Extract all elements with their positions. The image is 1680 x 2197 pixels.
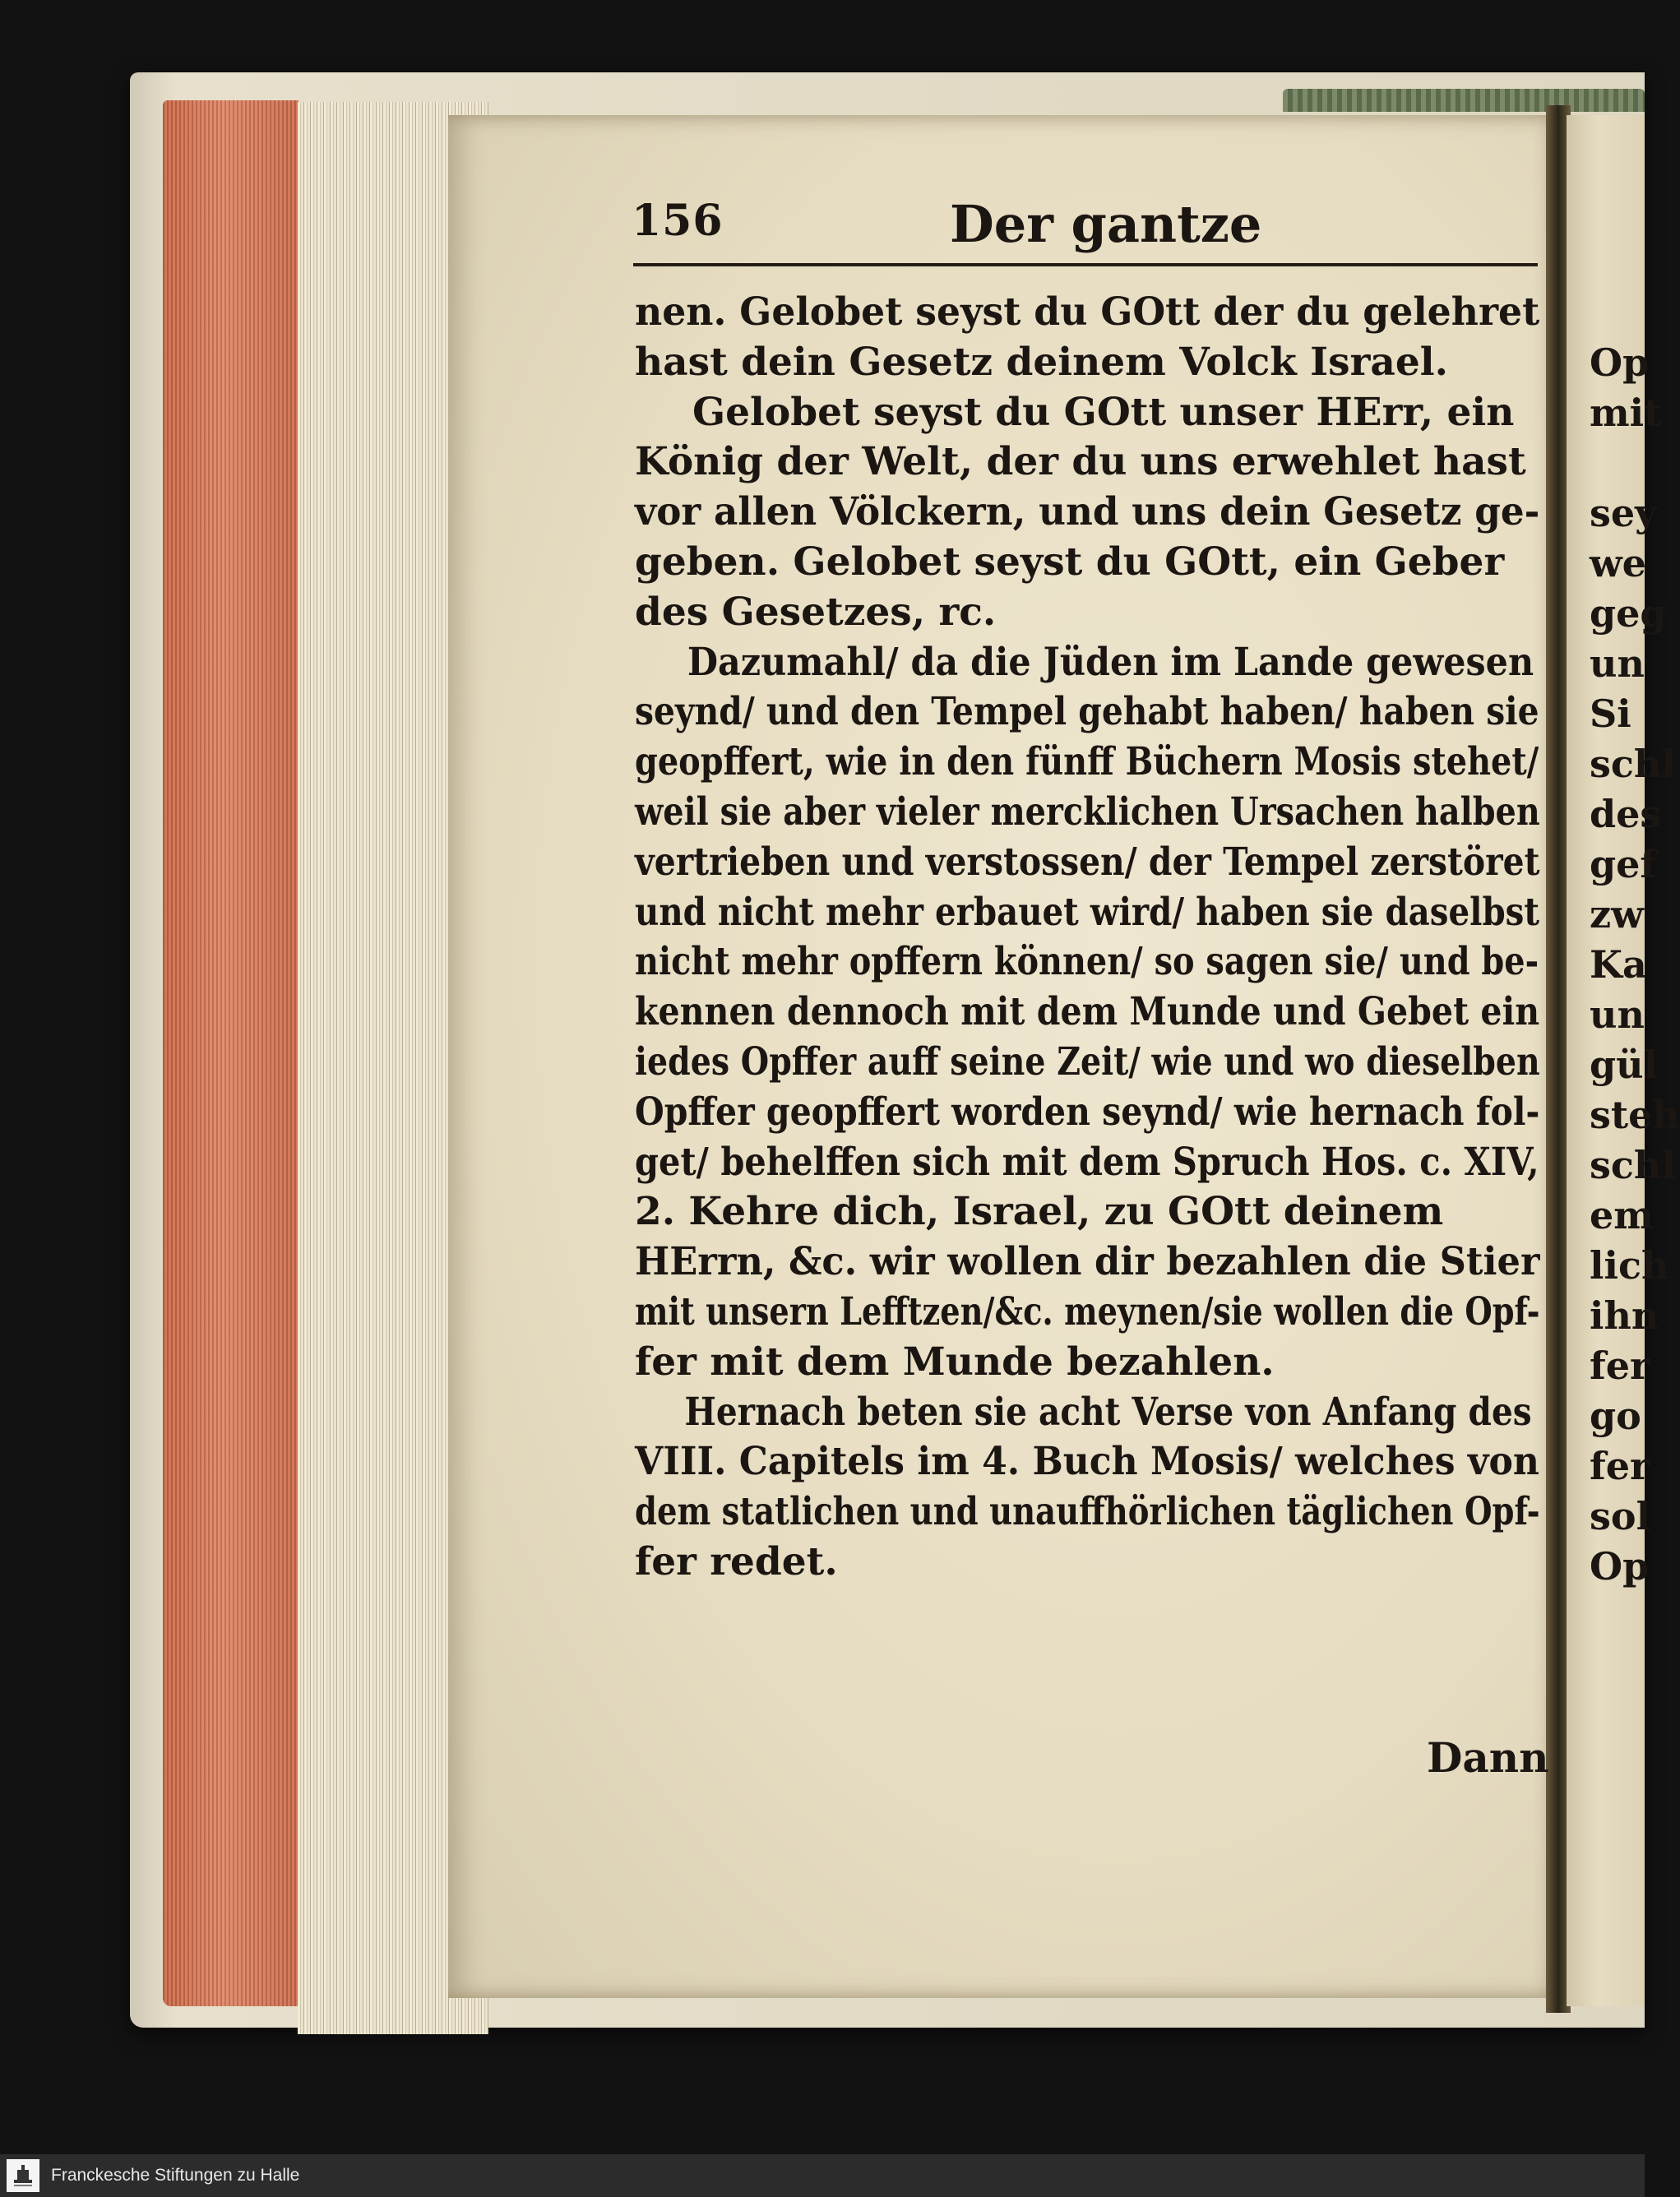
facing-line: fer <box>1590 1344 1650 1388</box>
text-line: Opffer geopffert worden seynd/ wie hernach fol- <box>635 1089 1540 1135</box>
facing-line: sey <box>1590 491 1657 535</box>
facing-line: des <box>1590 792 1662 836</box>
text-line: hast dein Gesetz deinem Volck Israel. <box>635 339 1448 385</box>
facing-line: schl <box>1590 1143 1676 1187</box>
facing-line: ihn <box>1590 1293 1659 1338</box>
text-line: VIII. Capitels im 4. Buch Mosis/ welches von <box>635 1439 1539 1485</box>
text-line: kennen dennoch mit dem Munde und Gebet ein <box>635 989 1540 1035</box>
facing-line: Op <box>1590 1544 1650 1589</box>
text-line: vertrieben und verstossen/ der Tempel zerstöret <box>635 839 1540 885</box>
spine-cloth <box>1283 89 1645 112</box>
facing-line: steh <box>1590 1093 1680 1137</box>
facing-line: Op <box>1590 340 1650 385</box>
text-line: seynd/ und den Tempel gehabt haben/ haben sie <box>635 689 1539 735</box>
institution-logo-icon <box>7 2159 39 2192</box>
text-line: Gelobet seyst du GOtt unser HErr, ein <box>692 389 1515 435</box>
facing-line: geg <box>1590 591 1667 636</box>
text-line: iedes Opffer auff seine Zeit/ wie und wo dieselben <box>635 1038 1540 1085</box>
institution-name: Franckesche Stiftungen zu Halle <box>51 2166 300 2185</box>
text-line: dem statlichen und unauffhörlichen täglichen Opf- <box>635 1489 1540 1535</box>
text-line: mit unsern Lefftzen/&c. meynen/sie wollen die Opf- <box>635 1288 1540 1334</box>
page-number: 156 <box>632 196 724 246</box>
facing-line: un <box>1590 992 1645 1037</box>
facing-line: gef <box>1590 842 1657 886</box>
facing-line: we <box>1590 541 1646 585</box>
facing-line: mit <box>1590 391 1662 435</box>
facing-line: go <box>1590 1394 1641 1438</box>
text-line: get/ behelffen sich mit dem Spruch Hos. c. XIV, <box>635 1139 1539 1185</box>
facing-line: sol <box>1590 1494 1651 1538</box>
text-line: König der Welt, der du uns erwehlet hast <box>635 439 1526 485</box>
text-line: fer mit dem Munde bezahlen. <box>635 1339 1275 1385</box>
text-line: vor allen Völckern, und uns dein Gesetz ge- <box>635 489 1540 535</box>
facing-page-text <box>1590 288 1680 1592</box>
text-line: Dazumahl/ da die Jüden im Lande gewesen <box>687 639 1534 685</box>
facing-line: em <box>1590 1193 1654 1237</box>
text-line: geben. Gelobet seyst du GOtt, ein Geber <box>635 539 1505 585</box>
page-edges <box>163 100 299 2006</box>
text-line: und nicht mehr erbauet wird/ haben sie daselbst <box>635 889 1540 935</box>
header-rule <box>633 263 1538 266</box>
facing-line: un <box>1590 641 1645 686</box>
page-text <box>635 288 1539 1588</box>
text-line: geopffert, wie in den fünff Büchern Mosis stehet/ <box>635 739 1539 785</box>
text-line: fer redet. <box>635 1538 838 1584</box>
text-line: nen. Gelobet seyst du GOtt der du gelehret <box>635 289 1540 335</box>
text-line: des Gesetzes, rc. <box>635 589 997 635</box>
facing-line: fer <box>1590 1444 1650 1488</box>
text-line: 2. Kehre dich, Israel, zu GOtt deinem <box>635 1189 1444 1235</box>
text-line: nicht mehr opffern können/ so sagen sie/ und be- <box>635 939 1539 985</box>
text-line: Hernach beten sie acht Verse von Anfang des <box>684 1389 1532 1435</box>
facing-line: zw <box>1590 892 1644 937</box>
facing-line: lich <box>1590 1243 1669 1288</box>
facing-line: schl <box>1590 742 1676 786</box>
running-head: Der gantze <box>950 194 1262 254</box>
catchword: Dann <box>1427 1733 1549 1782</box>
text-line: HErrn, &c. wir wollen dir bezahlen die Stier <box>635 1239 1540 1285</box>
facing-line: gül <box>1590 1043 1659 1087</box>
facing-line: Ka <box>1590 942 1647 987</box>
text-line: weil sie aber vieler mercklichen Ursachen halben <box>635 789 1540 835</box>
viewer-footer <box>0 2154 1645 2197</box>
facing-line: Si <box>1590 691 1631 736</box>
